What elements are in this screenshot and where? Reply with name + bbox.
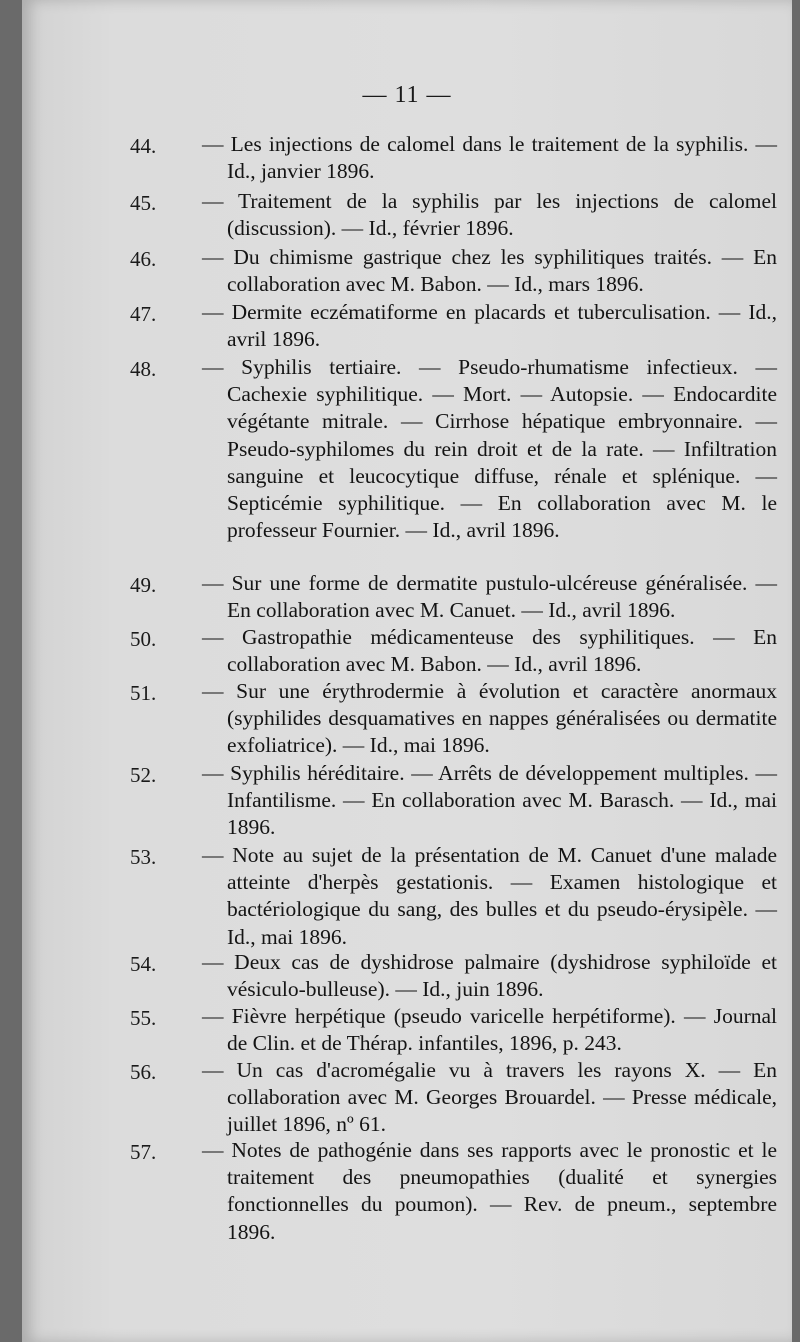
entry-text: — Deux cas de dyshidrose palmaire (dyshidrose syphiloïde et vésiculo-bulleuse). — Id., juin 1896.	[202, 950, 777, 1002]
entry-number: 48.	[130, 357, 157, 381]
entry-text: — Syphilis tertiaire. — Pseudo-rhumatisme infectieux. — Cachexie syphilitique. — Mort. — Autopsie. — Endocardite végétante mitrale. — Cirrhose hépatique embryonnaire. — Pseudo-syphilomes du rein droit et de la rate. — Infiltration sanguine et leucocytique diffuse, rénale et splénique. — Septicémie syphilitique. — En collaboration avec M. le professeur Fournier. — Id., avril 1896.	[202, 355, 777, 543]
entry-number: 47.	[130, 302, 157, 326]
entry-text: — Dermite eczématiforme en placards et tuberculisation. — Id., avril 1896.	[202, 300, 777, 352]
entry-text: — Syphilis héréditaire. — Arrêts de développement multiples. — Infantilisme. — En collaboration avec M. Barasch. — Id., mai 1896.	[202, 761, 777, 840]
entry-number: 57.	[130, 1140, 157, 1164]
entry-text: — Gastropathie médicamenteuse des syphilitiques. — En collaboration avec M. Babon. — Id., avril 1896.	[202, 625, 777, 677]
entry-text: — Sur une érythrodermie à évolution et caractère anormaux (syphilides desquamatives en nappes généralisées ou dermatite exfoliatrice). — Id., mai 1896.	[202, 679, 777, 758]
entry-number: 45.	[130, 191, 157, 215]
entry-text: — Traitement de la syphilis par les injections de calomel (discussion). — Id., février 1896.	[202, 189, 777, 241]
document-page	[22, 0, 792, 1342]
entry-number: 51.	[130, 681, 157, 705]
entry-text: — Du chimisme gastrique chez les syphilitiques traités. — En collaboration avec M. Babon. — Id., mars 1896.	[202, 245, 777, 297]
entry-number: 54.	[130, 952, 157, 976]
page-number: — 11 —	[362, 82, 452, 108]
entry-text: — Notes de pathogénie dans ses rapports avec le pronostic et le traitement des pneumopathies (dualité et synergies fonctionnelles du poumon). — Rev. de pneum., septembre 1896.	[202, 1138, 777, 1244]
entry-number: 52.	[130, 763, 157, 787]
entry-number: 50.	[130, 627, 157, 651]
entry-number: 44.	[130, 134, 157, 158]
entry-text: — Fièvre herpétique (pseudo varicelle herpétiforme). — Journal de Clin. et de Thérap. infantiles, 1896, p. 243.	[202, 1004, 777, 1056]
entry-number: 55.	[130, 1006, 157, 1030]
entry-text: — Un cas d'acromégalie vu à travers les rayons X. — En collaboration avec M. Georges Brouardel. — Presse médicale, juillet 1896, nº 61.	[202, 1058, 777, 1137]
entry-number: 56.	[130, 1060, 157, 1084]
entry-text: — Les injections de calomel dans le traitement de la syphilis. — Id., janvier 1896.	[202, 132, 777, 184]
entry-number: 49.	[130, 573, 157, 597]
entry-number: 46.	[130, 247, 157, 271]
entry-number: 53.	[130, 845, 157, 869]
entry-text: — Sur une forme de dermatite pustulo-ulcéreuse généralisée. — En collaboration avec M. Canuet. — Id., avril 1896.	[202, 571, 777, 623]
entry-text: — Note au sujet de la présentation de M. Canuet d'une malade atteinte d'herpès gestationis. — Examen histologique et bactériologique du sang, des bulles et du pseudo-érysipèle. — Id., mai 1896.	[202, 843, 777, 949]
